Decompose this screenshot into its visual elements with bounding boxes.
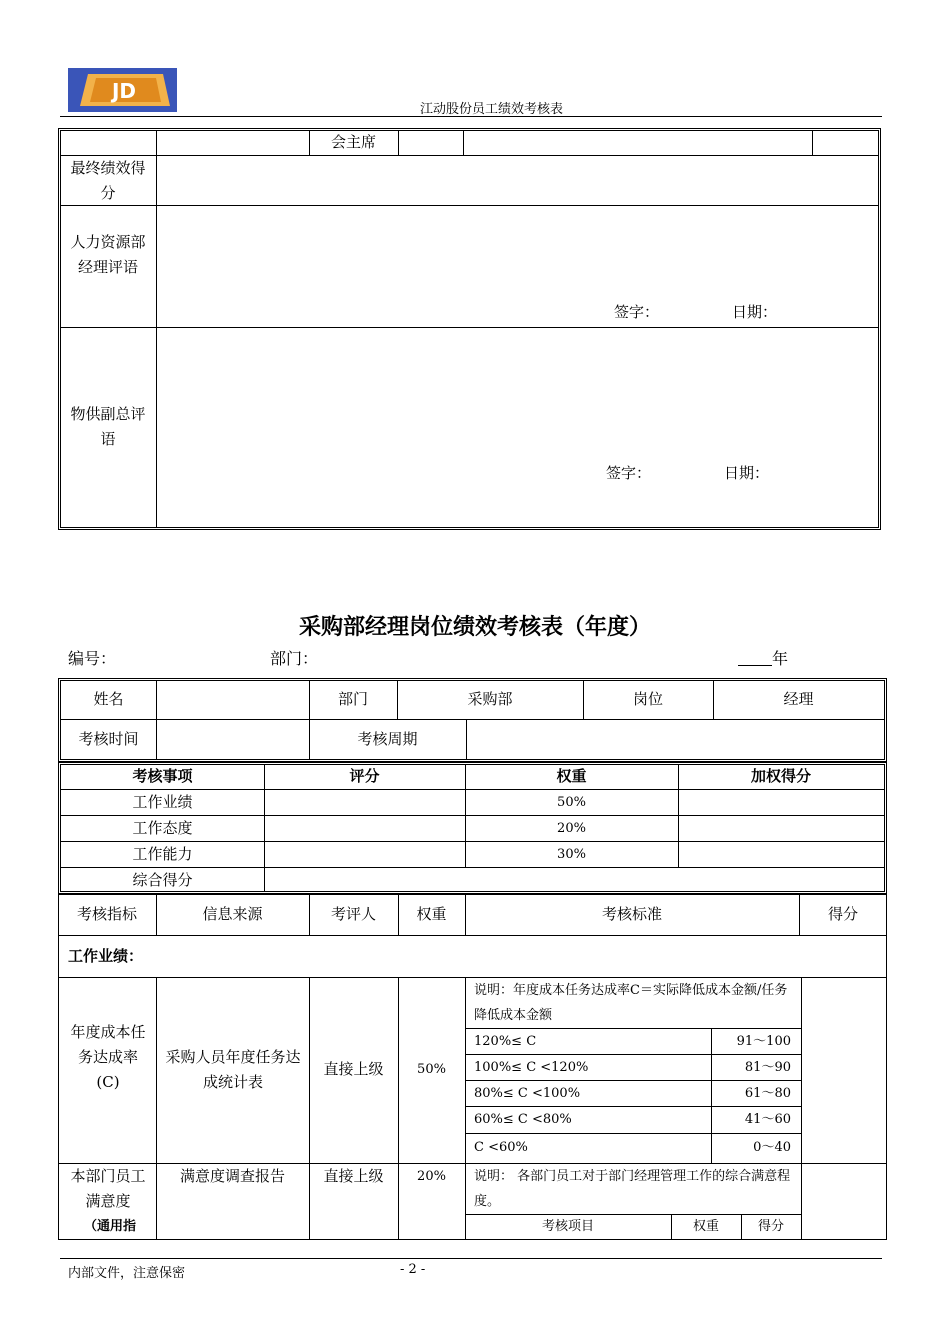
detail-header-indicator: 考核指标 [76,905,137,923]
indicator-evaluator: 直接上级 [323,1060,384,1078]
year-blank [738,665,772,666]
detail-header-weight: 权重 [416,905,447,923]
summary-header-weighted: 加权得分 [750,767,811,785]
summary-item: 工作态度 [132,819,193,837]
vp-sign-label: 签字： [606,464,652,482]
summary-weight: 30% [557,847,586,862]
summary-weight: 20% [557,821,586,836]
dept-field-label: 部门： [270,649,319,668]
standard-score: 91～100 [736,1034,791,1049]
summary-item: 工作业绩 [132,793,193,811]
standard-range: 60%≤ C <80% [474,1112,572,1127]
indicator-note: 说明：年度成本任务达成率C＝实际降低成本金额/任务降低成本金额 [474,983,788,1023]
sub-header-score: 得分 [757,1219,784,1234]
standard-score: 81～90 [744,1060,791,1075]
vp-date-label: 日期： [724,464,770,482]
detail-header-evaluator: 考评人 [330,905,376,923]
indicator2-name: 本部门员工满意度 [70,1167,146,1210]
header-title: 江动股份员工绩效考核表 [420,102,564,117]
hr-date-label: 日期： [732,303,778,321]
position-value: 经理 [783,690,814,708]
summary-item: 工作能力 [132,845,193,863]
info-dept-value: 采购部 [467,690,513,708]
summary-header-weight: 权重 [556,767,587,785]
time-label: 考核时间 [78,730,139,748]
hr-sign-label: 签字： [614,303,660,321]
footer-note: 内部文件，注意保密 [68,1266,186,1281]
standard-score: 41～60 [744,1112,791,1127]
svg-text:JD: JD [111,79,137,103]
detail-header-standard: 考核标准 [601,905,662,923]
summary-header-item: 考核事项 [132,767,193,785]
final-score-label: 最终绩效得分 [70,159,146,202]
indicator2-note: 说明： 各部门员工对于部门经理管理工作的综合满意程度。 [474,1169,791,1209]
form-title: 采购部经理岗位绩效考核表（年度） [298,614,651,640]
page-number: - 2 - [400,1262,426,1277]
header-rule [60,116,882,117]
footer-rule [60,1258,882,1259]
indicator-name: 年度成本任务达成率(C) [70,1023,146,1091]
vp-comment-label: 物供副总评语 [70,405,146,448]
indicator-source: 采购人员年度任务达成统计表 [165,1048,301,1091]
number-label: 编号： [68,649,117,668]
indicator2-weight: 20% [417,1169,446,1184]
standard-score: 61～80 [744,1086,791,1101]
indicator2-source: 满意度调查报告 [179,1167,285,1185]
year-suffix: 年 [772,649,789,668]
summary-header-score: 评分 [349,767,380,785]
standard-score: 0～40 [753,1140,791,1155]
info-dept-label: 部门 [337,690,368,708]
sub-header-weight: 权重 [692,1219,719,1234]
period-label: 考核周期 [357,730,418,748]
indicator2-evaluator: 直接上级 [323,1167,384,1185]
standard-range: 100%≤ C <120% [474,1060,589,1075]
sub-header-item: 考核项目 [541,1219,594,1234]
company-logo [68,68,177,112]
indicator-weight: 50% [417,1062,446,1077]
detail-header-source: 信息来源 [202,905,263,923]
summary-total-label: 综合得分 [132,871,193,889]
name-label: 姓名 [93,690,124,708]
hr-comment-label: 人力资源部经理评语 [70,233,146,276]
standard-range: C <60% [474,1140,528,1155]
standard-range: 80%≤ C <100% [474,1086,581,1101]
summary-weight: 50% [557,795,586,810]
position-label: 岗位 [632,690,663,708]
standard-range: 120%≤ C [474,1034,537,1049]
detail-header-score: 得分 [827,905,858,923]
indicator2-name-suffix: （通用指 [83,1219,136,1234]
section-label: 工作业绩： [68,947,144,965]
chair-label: 会主席 [330,133,376,151]
